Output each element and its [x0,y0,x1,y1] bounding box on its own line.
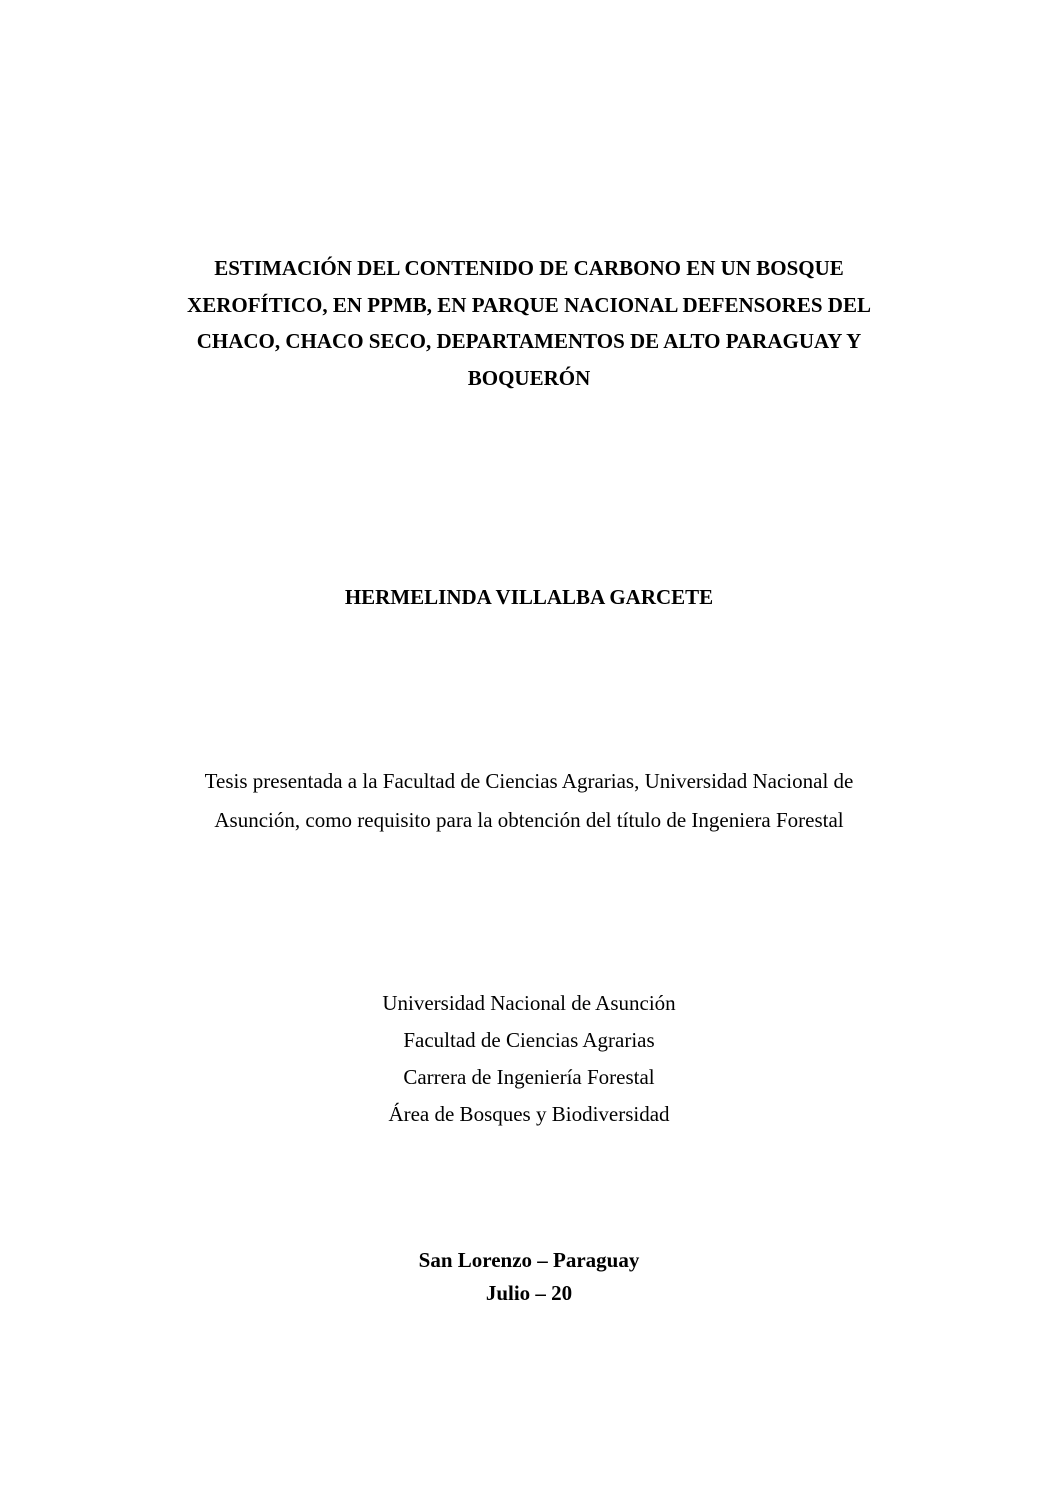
thesis-title [0,250,1058,396]
program-name: Carrera de Ingeniería Forestal [403,1065,655,1089]
thesis-statement-line: Asunción, como requisito para la obtención del título de Ingeniera Forestal [214,808,844,832]
area-name: Área de Bosques y Biodiversidad [388,1102,670,1126]
thesis-statement-line: Tesis presentada a la Facultad de Ciencias Agrarias, Universidad Nacional de [204,769,854,793]
author-name: HERMELINDA VILLALBA GARCETE [344,585,714,609]
place-name: San Lorenzo – Paraguay [418,1248,640,1272]
institution-block [0,985,1058,1133]
date-text: Julio – 20 [485,1281,573,1305]
thesis-title-line: BOQUERÓN [467,365,591,390]
university-name: Universidad Nacional de Asunción [382,991,676,1015]
thesis-title-line: ESTIMACIÓN DEL CONTENIDO DE CARBONO EN UN BOSQUE [214,256,844,280]
place-date-block [0,1244,1058,1310]
thesis-title-line: XEROFÍTICO, EN PPMB, EN PARQUE NACIONAL DEFENSORES DEL [187,292,871,317]
faculty-name: Facultad de Ciencias Agrarias [403,1028,655,1052]
thesis-statement [0,762,1058,840]
thesis-title-line: CHACO, CHACO SECO, DEPARTAMENTOS DE ALTO PARAGUAY Y [196,329,862,353]
